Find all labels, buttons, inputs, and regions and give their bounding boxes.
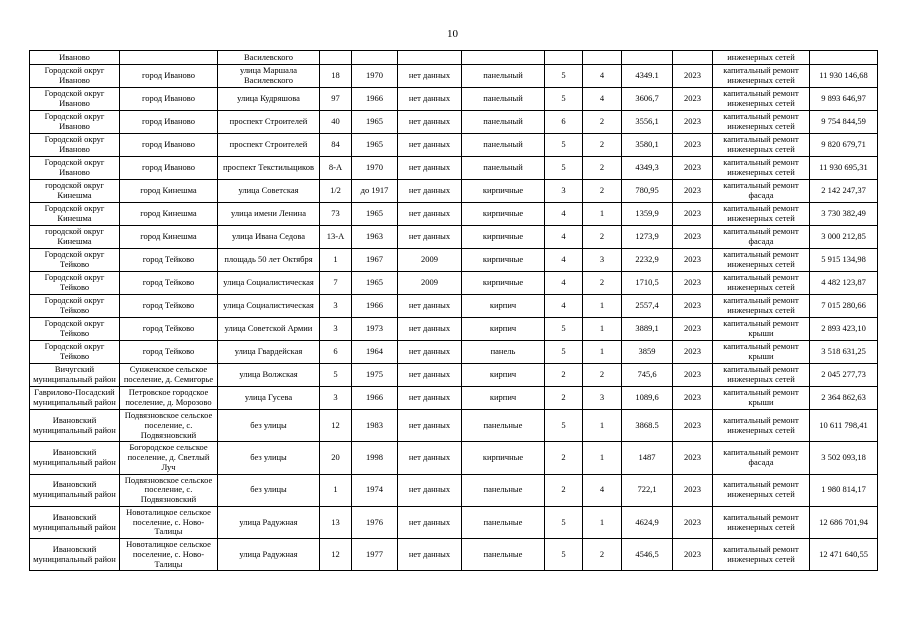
table-cell: капитальный ремонт крыши (713, 341, 810, 364)
table-cell: 73 (320, 203, 352, 226)
table-cell: капитальный ремонт фасада (713, 180, 810, 203)
table-cell: 4349.1 (622, 65, 673, 88)
table-cell: 2 (583, 272, 622, 295)
table-cell: капитальный ремонт инженерных сетей (713, 506, 810, 538)
table-cell: 5 (545, 341, 583, 364)
table-cell: кирпичные (462, 226, 545, 249)
table-cell: Вичугский муниципальный район (30, 364, 120, 387)
table-cell: 5 (545, 88, 583, 111)
table-cell: Петровское городское поселение, д. Морозово (120, 387, 218, 410)
table-cell: 1 (583, 203, 622, 226)
table-cell: 12 (320, 539, 352, 571)
table-cell: 3868.5 (622, 410, 673, 442)
table-row (30, 51, 878, 65)
table-cell: 2 (583, 157, 622, 180)
table-cell: 2023 (673, 341, 713, 364)
table-cell: город Иваново (120, 88, 218, 111)
table-cell: 3 518 631,25 (810, 341, 878, 364)
table-cell: 1 980 814,17 (810, 474, 878, 506)
table-cell: 1973 (352, 318, 398, 341)
table-cell: город Иваново (120, 157, 218, 180)
table-cell: 1273,9 (622, 226, 673, 249)
table-cell (320, 51, 352, 65)
table-cell: капитальный ремонт крыши (713, 318, 810, 341)
table-cell: улица Социалистическая (218, 272, 320, 295)
table-cell: 2023 (673, 474, 713, 506)
table-row (30, 272, 878, 295)
table-cell: 3 730 382,49 (810, 203, 878, 226)
table-cell: 13-А (320, 226, 352, 249)
table-cell: Василевского (218, 51, 320, 65)
table-cell: капитальный ремонт крыши (713, 387, 810, 410)
table-cell: панельные (462, 539, 545, 571)
table-cell: 2023 (673, 295, 713, 318)
table-row (30, 65, 878, 88)
table-cell: 1977 (352, 539, 398, 571)
table-cell: Ивановский муниципальный район (30, 539, 120, 571)
table-cell: 4546,5 (622, 539, 673, 571)
table-cell: 40 (320, 111, 352, 134)
table-cell: город Тейково (120, 318, 218, 341)
table-cell: 5 915 134,98 (810, 249, 878, 272)
table-cell: 7 (320, 272, 352, 295)
table-cell: 1965 (352, 272, 398, 295)
table-cell: кирпич (462, 387, 545, 410)
table-cell: 3606,7 (622, 88, 673, 111)
table-cell: 1975 (352, 364, 398, 387)
table-cell: площадь 50 лет Октября (218, 249, 320, 272)
table-cell: нет данных (398, 203, 462, 226)
table-cell: 3 (320, 295, 352, 318)
table-cell: 18 (320, 65, 352, 88)
table-row (30, 88, 878, 111)
table-cell: капитальный ремонт инженерных сетей (713, 249, 810, 272)
table-cell: улица Советская (218, 180, 320, 203)
table-cell: нет данных (398, 506, 462, 538)
table-cell: 2023 (673, 410, 713, 442)
table-cell: нет данных (398, 318, 462, 341)
table-cell (462, 51, 545, 65)
table-row (30, 341, 878, 364)
table-cell: улица Социалистическая (218, 295, 320, 318)
table-cell: 2023 (673, 111, 713, 134)
table-cell (583, 51, 622, 65)
table-cell: 4 (545, 226, 583, 249)
table-cell: город Тейково (120, 249, 218, 272)
table-cell: нет данных (398, 134, 462, 157)
table-cell: 2009 (398, 272, 462, 295)
table-cell: 1966 (352, 295, 398, 318)
table-cell: 4 (545, 203, 583, 226)
table-cell: 2023 (673, 134, 713, 157)
table-cell: капитальный ремонт инженерных сетей (713, 364, 810, 387)
table-cell: нет данных (398, 295, 462, 318)
table-cell: город Иваново (120, 65, 218, 88)
table-row (30, 539, 878, 571)
table-row (30, 157, 878, 180)
table-cell: кирпичные (462, 249, 545, 272)
table-cell: 1983 (352, 410, 398, 442)
table-cell: 97 (320, 88, 352, 111)
table-cell: панельный (462, 157, 545, 180)
table-cell: городской округ Кинешма (30, 226, 120, 249)
table-cell: нет данных (398, 180, 462, 203)
table-cell: 2023 (673, 180, 713, 203)
table-cell: 8-А (320, 157, 352, 180)
table-cell: 4 (583, 65, 622, 88)
table-cell: городской округ Кинешма (30, 180, 120, 203)
table-cell: 1 (583, 442, 622, 474)
table-cell: кирпичные (462, 180, 545, 203)
table-cell: 1 (583, 410, 622, 442)
table-cell: 1 (583, 318, 622, 341)
table-cell: город Иваново (120, 134, 218, 157)
table-cell: 3580,1 (622, 134, 673, 157)
table-body (30, 51, 878, 571)
table-cell: 13 (320, 506, 352, 538)
table-cell: 1 (583, 341, 622, 364)
table-cell: 722,1 (622, 474, 673, 506)
table-cell: нет данных (398, 65, 462, 88)
table-row (30, 180, 878, 203)
table-cell: 1 (320, 249, 352, 272)
table-row (30, 203, 878, 226)
table-cell (120, 51, 218, 65)
table-cell: 84 (320, 134, 352, 157)
capital-repair-table (29, 50, 878, 571)
table-cell: улица имени Ленина (218, 203, 320, 226)
table-cell: 12 471 640,55 (810, 539, 878, 571)
table-cell: капитальный ремонт фасада (713, 226, 810, 249)
table-cell: 5 (545, 506, 583, 538)
table-cell: без улицы (218, 442, 320, 474)
table-cell: 1487 (622, 442, 673, 474)
table-cell: 11 930 146,68 (810, 65, 878, 88)
table-cell: панельные (462, 506, 545, 538)
table-cell: проспект Строителей (218, 134, 320, 157)
table-cell: инженерных сетей (713, 51, 810, 65)
table-cell: 1 (583, 295, 622, 318)
table-cell: 2232,9 (622, 249, 673, 272)
table-cell: Ивановский муниципальный район (30, 474, 120, 506)
table-cell: город Тейково (120, 341, 218, 364)
table-cell (398, 51, 462, 65)
table-cell: 2023 (673, 249, 713, 272)
table-cell: капитальный ремонт инженерных сетей (713, 410, 810, 442)
table-cell: 2 364 862,63 (810, 387, 878, 410)
table-cell: улица Маршала Василевского (218, 65, 320, 88)
table-cell: до 1917 (352, 180, 398, 203)
table-cell: панельный (462, 65, 545, 88)
table-cell: Ивановский муниципальный район (30, 506, 120, 538)
table-cell: 7 015 280,66 (810, 295, 878, 318)
table-cell: 2 (583, 134, 622, 157)
table-row (30, 111, 878, 134)
table-cell: Городской округ Иваново (30, 111, 120, 134)
table-cell: 1089,6 (622, 387, 673, 410)
table-cell: капитальный ремонт инженерных сетей (713, 272, 810, 295)
table-cell (622, 51, 673, 65)
table-cell (810, 51, 878, 65)
table-cell: 2023 (673, 157, 713, 180)
table-cell: 1964 (352, 341, 398, 364)
page-number: 10 (447, 28, 458, 40)
table-cell: капитальный ремонт инженерных сетей (713, 203, 810, 226)
table-cell: 1967 (352, 249, 398, 272)
table-cell: 745,6 (622, 364, 673, 387)
table-cell: Подвязновское сельское поселение, с. Подвязновский (120, 474, 218, 506)
table-cell: город Тейково (120, 295, 218, 318)
table-cell: 6 (545, 111, 583, 134)
table-row (30, 442, 878, 474)
table-cell: 9 893 646,97 (810, 88, 878, 111)
table-cell: нет данных (398, 474, 462, 506)
table-cell: 3859 (622, 341, 673, 364)
table-row (30, 474, 878, 506)
table-cell: 1970 (352, 157, 398, 180)
table-cell: 780,95 (622, 180, 673, 203)
table-cell: Сунженское сельское поселение, д. Семигорье (120, 364, 218, 387)
table-cell: 3556,1 (622, 111, 673, 134)
table-cell: капитальный ремонт фасада (713, 442, 810, 474)
table-cell: 1998 (352, 442, 398, 474)
table-cell: кирпичные (462, 203, 545, 226)
table-cell: улица Ивана Седова (218, 226, 320, 249)
table-cell: 2023 (673, 539, 713, 571)
table-cell: Городской округ Тейково (30, 318, 120, 341)
table-cell: капитальный ремонт инженерных сетей (713, 539, 810, 571)
table-cell: Гаврилово-Посадский муниципальный район (30, 387, 120, 410)
table-cell: 5 (545, 410, 583, 442)
table-cell: 1 (583, 506, 622, 538)
table-cell: Новоталицкое сельское поселение, с. Ново-Талицы (120, 539, 218, 571)
table-cell: Городской округ Иваново (30, 134, 120, 157)
table-cell: улица Кудряшова (218, 88, 320, 111)
table-cell: 4 (545, 249, 583, 272)
table-cell: улица Гусева (218, 387, 320, 410)
table-cell: нет данных (398, 387, 462, 410)
table-cell: кирпич (462, 318, 545, 341)
table-cell: 10 611 798,41 (810, 410, 878, 442)
table-cell: 2009 (398, 249, 462, 272)
table-cell: Ивановский муниципальный район (30, 442, 120, 474)
table-cell: 4 (583, 474, 622, 506)
table-cell: 1965 (352, 111, 398, 134)
table-cell: нет данных (398, 111, 462, 134)
table-cell: 2 142 247,37 (810, 180, 878, 203)
table-cell: 3 000 212,85 (810, 226, 878, 249)
table-cell: 4349,3 (622, 157, 673, 180)
table-cell: 2 (583, 226, 622, 249)
table-cell: 1976 (352, 506, 398, 538)
table-cell: улица Волжская (218, 364, 320, 387)
table-row (30, 249, 878, 272)
table-cell: город Кинешма (120, 226, 218, 249)
table-cell: 2023 (673, 272, 713, 295)
table-cell: 9 754 844,59 (810, 111, 878, 134)
table-cell: 2023 (673, 226, 713, 249)
table-cell: 2 (545, 442, 583, 474)
table-cell: Городской округ Тейково (30, 295, 120, 318)
table-cell: 2 045 277,73 (810, 364, 878, 387)
table-cell: город Кинешма (120, 180, 218, 203)
table-cell: 5 (545, 539, 583, 571)
table-cell: 4 (583, 88, 622, 111)
table-cell: улица Гвардейская (218, 341, 320, 364)
table-cell: 4 (545, 295, 583, 318)
table-cell: 4 (545, 272, 583, 295)
table-cell: капитальный ремонт инженерных сетей (713, 65, 810, 88)
table-cell: кирпичные (462, 272, 545, 295)
table-cell: 2023 (673, 88, 713, 111)
table-row (30, 226, 878, 249)
table-cell: кирпич (462, 364, 545, 387)
table-cell: 11 930 695,31 (810, 157, 878, 180)
table-cell: капитальный ремонт инженерных сетей (713, 111, 810, 134)
table-cell: проспект Строителей (218, 111, 320, 134)
table-cell: Богородское сельское поселение, д. Светлый Луч (120, 442, 218, 474)
table-cell: 3 (545, 180, 583, 203)
table-cell: 2 (545, 364, 583, 387)
table-cell: Ивановский муниципальный район (30, 410, 120, 442)
table-cell: 2023 (673, 387, 713, 410)
table-cell: панельные (462, 474, 545, 506)
table-cell: Городской округ Тейково (30, 272, 120, 295)
table-cell: 12 686 701,94 (810, 506, 878, 538)
table-cell: 6 (320, 341, 352, 364)
table-cell: проспект Текстильщиков (218, 157, 320, 180)
table-cell: 1966 (352, 88, 398, 111)
table-cell: кирпич (462, 295, 545, 318)
table-cell: 2023 (673, 65, 713, 88)
table-cell: 12 (320, 410, 352, 442)
table-row (30, 134, 878, 157)
table-cell: Подвязновское сельское поселение, с. Подвязновский (120, 410, 218, 442)
table-cell: 2 (583, 539, 622, 571)
table-cell: улица Радужная (218, 539, 320, 571)
table-cell: 5 (545, 318, 583, 341)
table-cell: нет данных (398, 364, 462, 387)
table-cell: 5 (320, 364, 352, 387)
table-cell: Городской округ Тейково (30, 341, 120, 364)
table-cell: без улицы (218, 410, 320, 442)
table-cell: 2023 (673, 203, 713, 226)
table-cell: 1965 (352, 203, 398, 226)
table-cell: 1963 (352, 226, 398, 249)
table-cell: город Кинешма (120, 203, 218, 226)
table-cell: нет данных (398, 410, 462, 442)
table-cell: 1965 (352, 134, 398, 157)
table-cell: 2 (583, 364, 622, 387)
table-cell: капитальный ремонт инженерных сетей (713, 295, 810, 318)
table-cell: 1966 (352, 387, 398, 410)
table-cell: 3 (583, 249, 622, 272)
table-cell: нет данных (398, 442, 462, 474)
table-cell: 2 (545, 474, 583, 506)
table-cell: 1359,9 (622, 203, 673, 226)
table-cell: город Тейково (120, 272, 218, 295)
table-cell (352, 51, 398, 65)
table-cell: 2 893 423,10 (810, 318, 878, 341)
table-cell: 9 820 679,71 (810, 134, 878, 157)
table-cell: 4 482 123,87 (810, 272, 878, 295)
table-cell (545, 51, 583, 65)
table-cell: 1970 (352, 65, 398, 88)
table-cell: капитальный ремонт инженерных сетей (713, 88, 810, 111)
table-cell: 2023 (673, 318, 713, 341)
table-row (30, 318, 878, 341)
table-cell: 2 (583, 180, 622, 203)
table-cell: 3 502 093,18 (810, 442, 878, 474)
table-cell: улица Радужная (218, 506, 320, 538)
table-cell: Новоталицкое сельское поселение, с. Ново-Талицы (120, 506, 218, 538)
table-cell: 2 (583, 111, 622, 134)
table-cell: Иваново (30, 51, 120, 65)
table-cell: нет данных (398, 539, 462, 571)
table-cell: 1974 (352, 474, 398, 506)
table-cell: панельные (462, 410, 545, 442)
table-cell: 3 (320, 387, 352, 410)
table-cell (673, 51, 713, 65)
table-cell: улица Советской Армии (218, 318, 320, 341)
table-cell: 2 (545, 387, 583, 410)
table-cell: 2557,4 (622, 295, 673, 318)
table-cell: город Иваново (120, 111, 218, 134)
table-cell: 3889,1 (622, 318, 673, 341)
table-row (30, 387, 878, 410)
table-cell: 3 (583, 387, 622, 410)
table-cell: панельный (462, 88, 545, 111)
table-cell: 1 (320, 474, 352, 506)
table-cell: без улицы (218, 474, 320, 506)
table-cell: панельный (462, 134, 545, 157)
table-cell: 1710,5 (622, 272, 673, 295)
table-cell: 3 (320, 318, 352, 341)
table-cell: 2023 (673, 364, 713, 387)
table-cell: Городской округ Иваново (30, 157, 120, 180)
table-cell: 5 (545, 157, 583, 180)
table-row (30, 410, 878, 442)
table-cell: капитальный ремонт инженерных сетей (713, 134, 810, 157)
table-cell: 2023 (673, 506, 713, 538)
table-cell: 5 (545, 65, 583, 88)
table-cell: капитальный ремонт инженерных сетей (713, 474, 810, 506)
table-cell: 2023 (673, 442, 713, 474)
table-cell: 1/2 (320, 180, 352, 203)
table-cell: панельный (462, 111, 545, 134)
table-cell: кирпичные (462, 442, 545, 474)
table-cell: панель (462, 341, 545, 364)
table-cell: нет данных (398, 226, 462, 249)
table-row (30, 506, 878, 538)
table-row (30, 364, 878, 387)
table-cell: нет данных (398, 88, 462, 111)
table-cell: Городской округ Кинешма (30, 203, 120, 226)
table-cell: Городской округ Иваново (30, 65, 120, 88)
table-cell: 4624,9 (622, 506, 673, 538)
table-cell: Городской округ Иваново (30, 88, 120, 111)
table-cell: нет данных (398, 157, 462, 180)
table-cell: 5 (545, 134, 583, 157)
table-cell: нет данных (398, 341, 462, 364)
table-cell: 20 (320, 442, 352, 474)
table-cell: Городской округ Тейково (30, 249, 120, 272)
table-row (30, 295, 878, 318)
table-cell: капитальный ремонт инженерных сетей (713, 157, 810, 180)
